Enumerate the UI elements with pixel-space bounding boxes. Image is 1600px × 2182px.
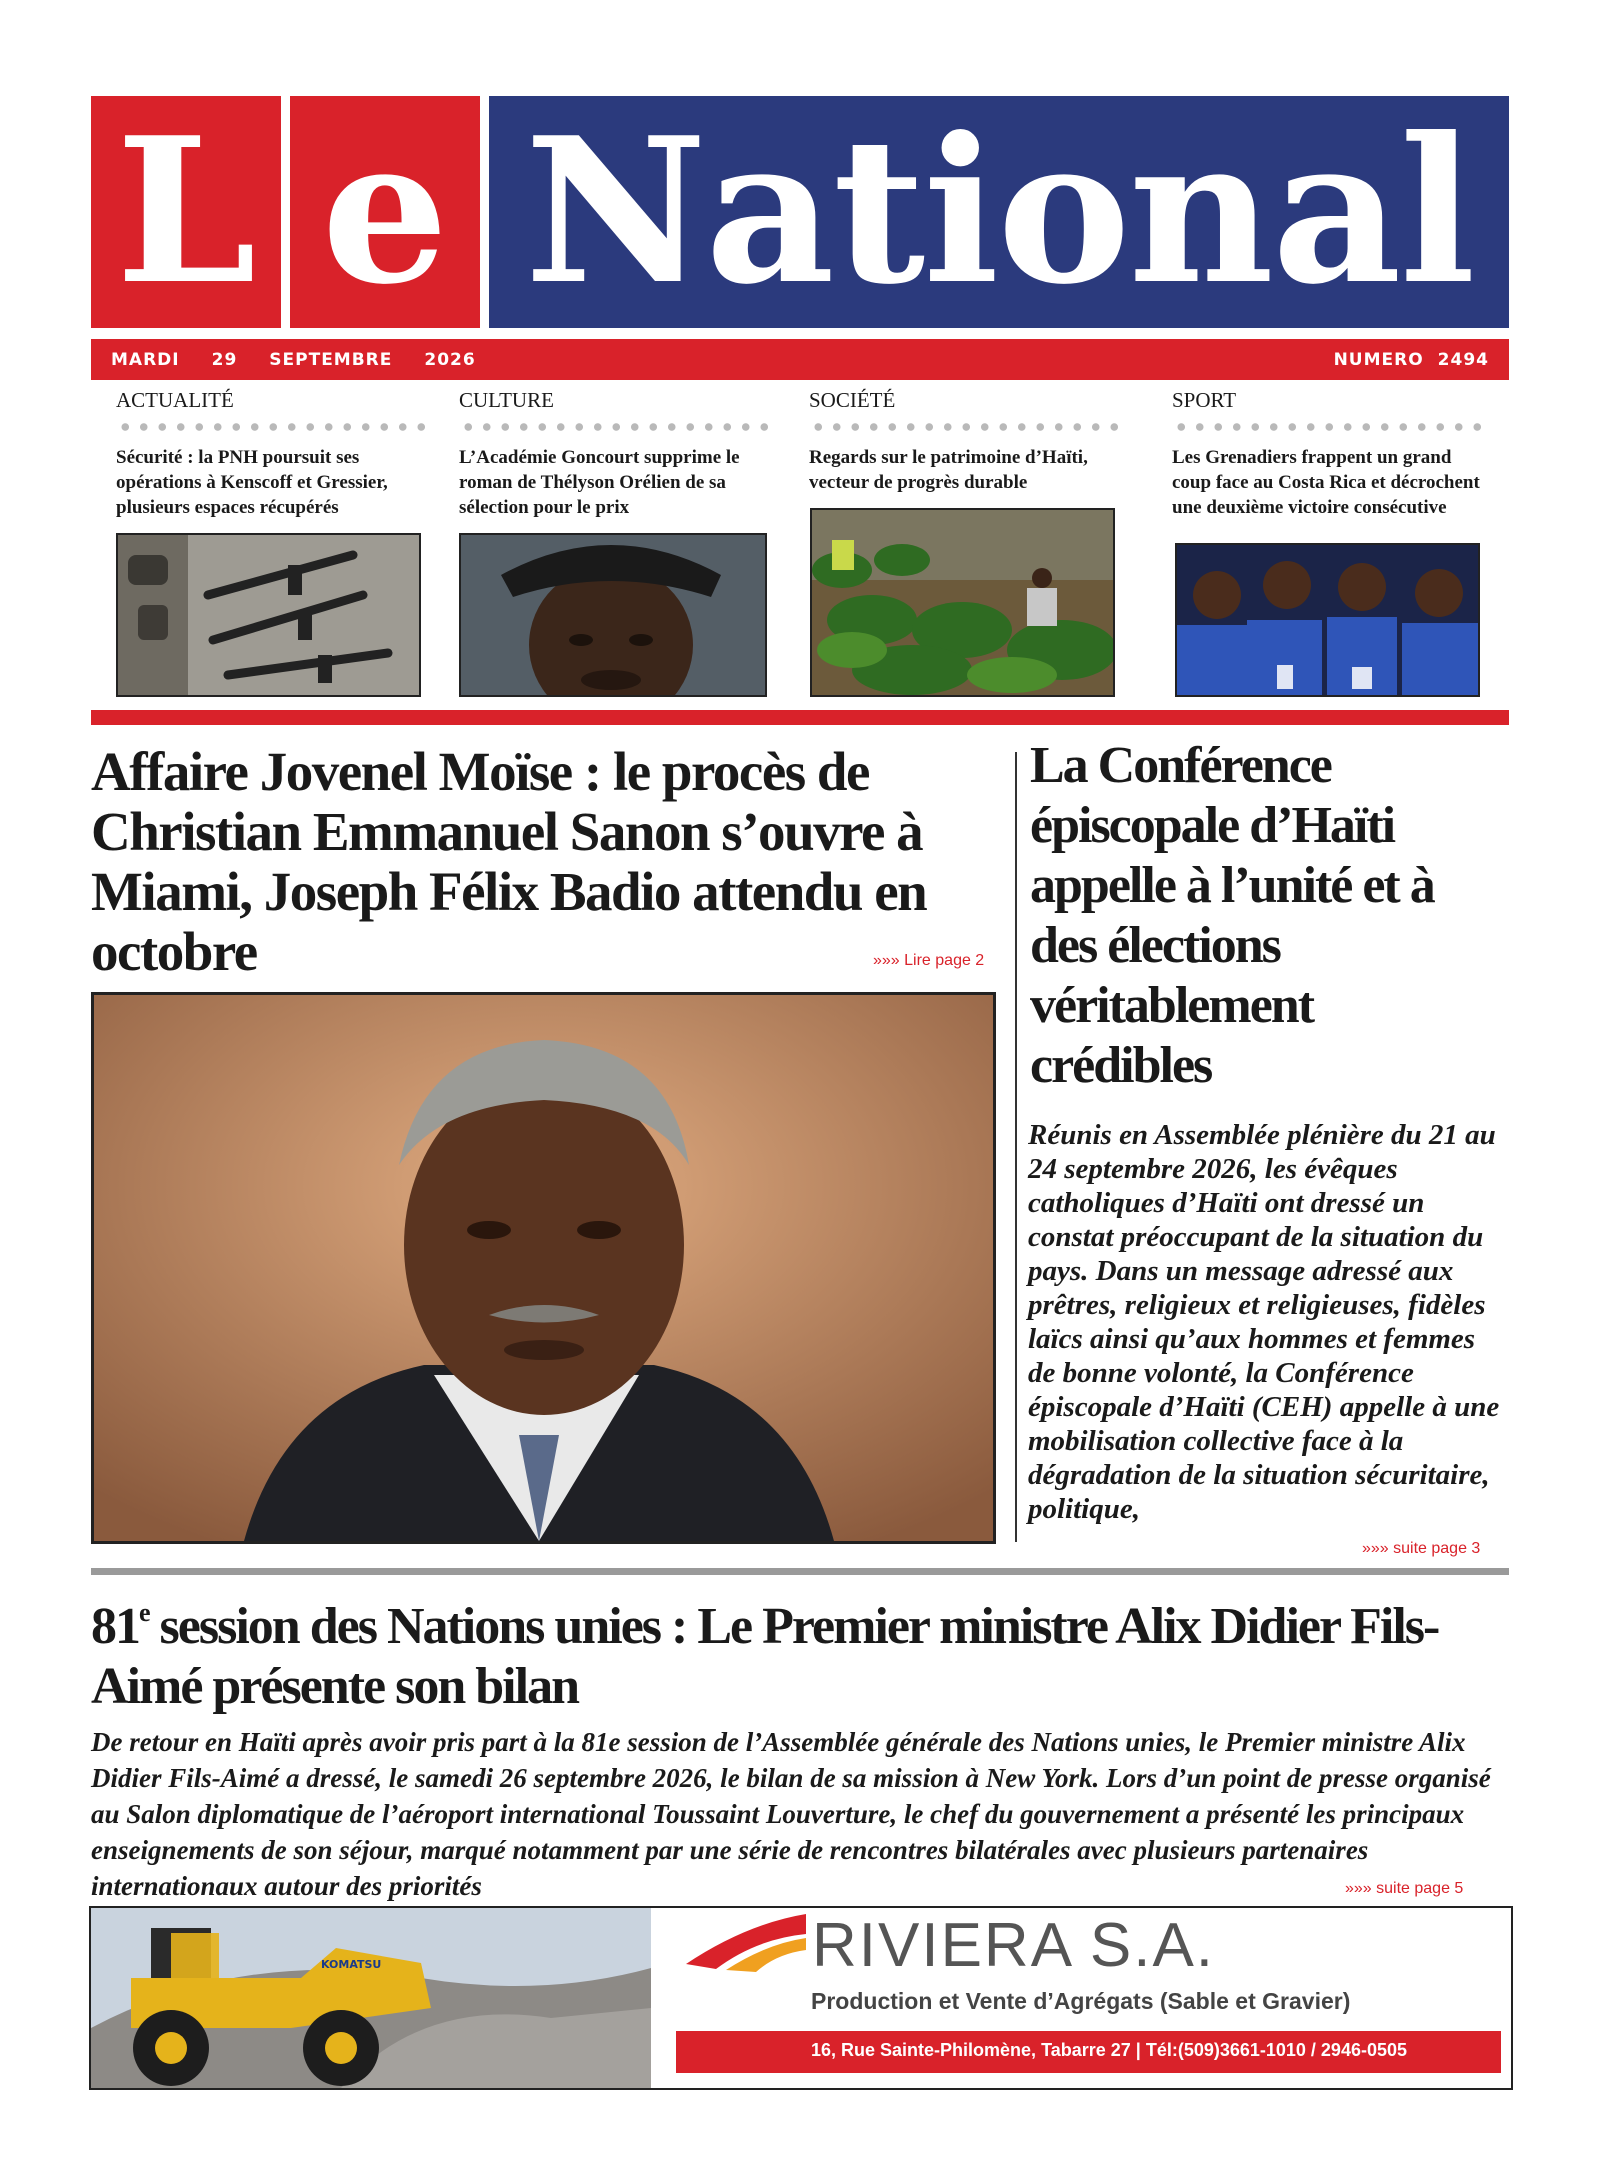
issue-date-num: 29	[211, 349, 238, 370]
masthead-word: National	[524, 94, 1474, 329]
rubric-societe-photo	[810, 508, 1115, 697]
rubric-dots-divider	[1172, 421, 1482, 433]
rubric-sport-photo	[1175, 543, 1480, 697]
rubric-category: SPORT	[1172, 388, 1237, 412]
masthead	[91, 96, 1509, 328]
rubric-headline[interactable]: Regards sur le patrimoine d’Haïti, vecteur de progrès durable	[809, 447, 1088, 493]
side-summary: Réunis en Assemblée plénière du 21 au 24 septembre 2026, les évêques catholiques d’Haïti ont dressé un constat préoccupant de la situation du pays. Dans un message adressé aux prêtres, religieux et religieuses, fidèles laïcs ainsi qu’aux hommes et femmes de bonne volonté, la Conférence épiscopale d’Haïti (CEH) appelle à une mobilisation collective face à la dégradation de la situation sécuritaire, politique,	[1028, 1119, 1500, 1525]
rubric-actualite[interactable]	[116, 388, 426, 520]
lead-read-more-link[interactable]: »»» Lire page 2	[873, 952, 985, 969]
issue-year: 2026	[424, 349, 476, 370]
riviera-address: 16, Rue Sainte-Philomène, Tabarre 27 | Tél:(509)3661-1010 / 2946-0505	[811, 2040, 1408, 2060]
bottom-summary: De retour en Haïti après avoir pris part à la 81e session de l’Assemblée générale des Nations unies, le Premier ministre Alix Didier Fils-Aimé a dressé, le samedi 26 septembre 2026, le bilan de sa mission à New York. Lors d’un point de presse organisé au Salon diplomatique de l’aéroport international Toussaint Louverture, le chef du gouvernement a présenté les principaux enseignements de son séjour, marqué notamment par une série de rencontres bilatérales avec plusieurs partenaires internationaux autour des priorités	[91, 1727, 1491, 1901]
bottom-headline[interactable]	[91, 1583, 1509, 1717]
wheel-loader-image	[91, 1908, 651, 2088]
rubric-culture-photo	[459, 533, 767, 697]
bottom-headline-num: 81	[91, 1598, 139, 1655]
rubric-headline[interactable]: L’Académie Goncourt supprime le roman de Thélyson Orélien de sa sélection pour le prix	[459, 447, 740, 518]
side-read-more-link[interactable]: »»» suite page 3	[1362, 1540, 1481, 1557]
lead-photo	[91, 992, 996, 1544]
rubric-category: SOCIÉTÉ	[809, 388, 896, 412]
column-divider	[1015, 752, 1017, 1542]
masthead-national-box	[489, 96, 1509, 328]
masthead-l-box	[91, 96, 281, 328]
machine-brand-label: KOMATSU	[321, 1958, 382, 1971]
riviera-tagline: Production et Vente d’Agrégats (Sable et Gravier)	[811, 1988, 1351, 2014]
rubric-dots-divider	[116, 421, 426, 433]
masthead-letter-l: L	[115, 94, 257, 329]
riviera-advertisement[interactable]	[89, 1906, 1513, 2090]
rubric-headline[interactable]: Sécurité : la PNH poursuit ses opérations à Kenscoff et Gressier, plusieurs espaces récupérés	[116, 447, 388, 518]
issue-month: SEPTEMBRE	[269, 349, 393, 370]
masthead-e-box	[290, 96, 480, 328]
riviera-brand: RIVIERA S.A.	[812, 1911, 1216, 1980]
rubric-societe[interactable]	[809, 388, 1119, 495]
rubric-category: CULTURE	[459, 388, 554, 412]
lead-portrait-image	[94, 995, 993, 1541]
section-divider-red	[91, 710, 1509, 725]
bottom-headline-rest: session des Nations unies : Le Premier ministre Alix Didier Fils-Aimé présente son bilan	[91, 1598, 1439, 1715]
bottom-headline-sup: e	[139, 1598, 149, 1627]
section-divider-gray	[91, 1568, 1509, 1575]
rubric-headline[interactable]: Les Grenadiers frappent un grand coup face au Costa Rica et décrochent une deuxième victoire consécutive	[1172, 447, 1480, 518]
author-portrait-image	[461, 535, 767, 697]
rubric-dots-divider	[459, 421, 769, 433]
issue-date	[111, 350, 508, 370]
football-team-image	[1177, 545, 1480, 697]
seized-weapons-image	[118, 535, 421, 697]
side-headline[interactable]: La Conférence épiscopale d’Haïti appelle à l’unité et à des élections véritablement crédibles	[1030, 737, 1434, 1094]
tree-nursery-image	[812, 510, 1115, 697]
rubric-dots-divider	[809, 421, 1119, 433]
rubric-category: ACTUALITÉ	[116, 388, 234, 412]
issue-day: MARDI	[111, 349, 180, 370]
dateline-bar	[91, 339, 1509, 380]
bottom-read-more-link[interactable]: »»» suite page 5	[1345, 1880, 1464, 1897]
lead-headline[interactable]: Affaire Jovenel Moïse : le procès de Christian Emmanuel Sanon s’ouvre à Miami, Joseph Félix Badio attendu en octobre	[91, 741, 927, 982]
issue-number-label: NUMERO	[1333, 349, 1424, 370]
issue-number	[1320, 350, 1489, 370]
rubric-sport[interactable]	[1172, 388, 1482, 520]
masthead-letter-e: e	[321, 94, 449, 329]
issue-number-value: 2494	[1437, 349, 1489, 370]
riviera-logo-swoosh-icon	[686, 1914, 806, 1974]
rubric-actualite-photo	[116, 533, 421, 697]
rubric-culture[interactable]	[459, 388, 769, 520]
